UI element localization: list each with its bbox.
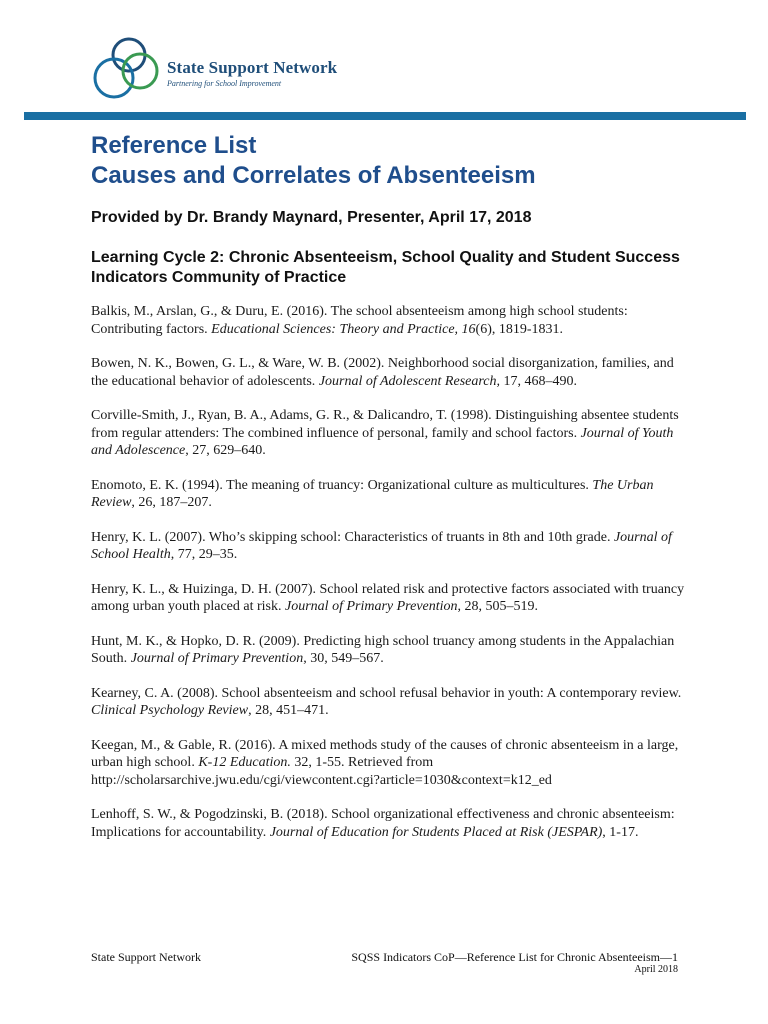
reference-journal: Journal of Primary Prevention [130, 651, 304, 666]
reference-list [91, 303, 691, 858]
reference-details: (6), 1819-1831. [475, 321, 564, 337]
reference-details: , 77, 29–35. [170, 547, 238, 562]
reference-item [91, 407, 691, 460]
footer-page-info [351, 950, 678, 976]
reference-journal: Journal of Education for Students Placed at Risk (JESPAR) [269, 824, 603, 840]
reference-item [91, 685, 691, 720]
provided-by: Provided by Dr. Brandy Maynard, Presenter, April 17, 2018 [91, 209, 532, 226]
page-title [91, 131, 536, 191]
reference-text: Corville-Smith, J., Ryan, B. A., Adams, G. R., & Dalicandro, T. (1998). Distinguishing absentee students from regular attenders: The combined influence of personal, family and school factors. [91, 408, 679, 441]
footer-organization: State Support Network [91, 950, 201, 964]
reference-details: 17, 468–490. [500, 373, 577, 389]
title-line-1: Reference List [91, 132, 257, 159]
reference-text: Hunt, M. K., & Hopko, D. R. (2009). Predicting high school truancy among students in the Appalachian South. [91, 633, 675, 666]
reference-details: 32, 1-55. Retrieved from http://scholarsarchive.jwu.edu/cgi/viewcontent.cgi?article=1030&context=k12_ed [91, 755, 552, 788]
reference-text: Kearney, C. A. (2008). School absenteeism and school refusal behavior in youth: A contemporary review. [91, 685, 682, 701]
footer-date: April 2018 [634, 964, 678, 975]
reference-details: , 1-17. [602, 824, 639, 840]
reference-journal: Educational Sciences: Theory and Practice, 16 [211, 321, 476, 337]
reference-item [91, 529, 691, 564]
reference-text: Henry, K. L. (2007). Who’s skipping school: Characteristics of truants in 8th and 10th grade. [91, 529, 614, 545]
reference-item [91, 477, 691, 512]
brand-name: State Support Network [167, 58, 338, 77]
title-line-2: Causes and Correlates of Absenteeism [91, 162, 536, 189]
reference-text: Balkis, M., Arslan, G., & Duru, E. (2016). The school absenteeism among high school students: Contributing factors. [91, 304, 628, 337]
brand-tagline: Partnering for School Improvement [167, 79, 282, 88]
reference-details: , 27, 629–640. [185, 443, 266, 458]
learning-cycle-heading: Learning Cycle 2: Chronic Absenteeism, School Quality and Student Success Indicators Community of Practice [91, 249, 680, 286]
reference-item [91, 355, 691, 390]
reference-item [91, 737, 691, 790]
footer-document-title: SQSS Indicators CoP—Reference List for Chronic Absenteeism—1 [351, 950, 678, 964]
reference-text: Bowen, N. K., Bowen, G. L., & Ware, W. B. (2002). Neighborhood social disorganization, families, and the educational behavior of adolescents. [91, 356, 674, 389]
interlocking-rings-logo [92, 34, 164, 106]
reference-details: , 28, 505–519. [457, 599, 539, 614]
brand-block [167, 58, 337, 89]
reference-journal: Journal of Youth and Adolescence [91, 425, 674, 458]
reference-journal: Journal of Adolescent Research, [318, 373, 500, 389]
reference-text: Henry, K. L., & Huizinga, D. H. (2007). School related risk and protective factors associated with truancy among urban youth placed at risk. [91, 581, 685, 614]
reference-journal: K-12 Education. [198, 755, 291, 770]
logo-rings-icon [92, 34, 164, 106]
reference-item [91, 581, 691, 616]
reference-journal: Journal of School Health [91, 529, 672, 562]
reference-text: Keegan, M., & Gable, R. (2016). A mixed methods study of the causes of chronic absenteeism in a large, urban high school. [91, 737, 679, 770]
reference-item [91, 806, 691, 841]
reference-journal: Journal of Primary Prevention [285, 599, 458, 614]
reference-journal: Clinical Psychology Review [91, 703, 249, 718]
reference-details: , 28, 451–471. [248, 703, 329, 718]
reference-details: , 26, 187–207. [131, 495, 212, 510]
reference-text: Lenhoff, S. W., & Pogodzinski, B. (2018). School organizational effectiveness and chronic absenteeism: Implications for accountability. [91, 807, 675, 840]
reference-item [91, 633, 691, 668]
header-divider [24, 112, 746, 120]
reference-item [91, 303, 691, 338]
reference-text: Enomoto, E. K. (1994). The meaning of truancy: Organizational culture as multicultures. [91, 477, 593, 493]
reference-journal: The Urban Review [91, 477, 654, 510]
reference-details: , 30, 549–567. [303, 651, 384, 666]
